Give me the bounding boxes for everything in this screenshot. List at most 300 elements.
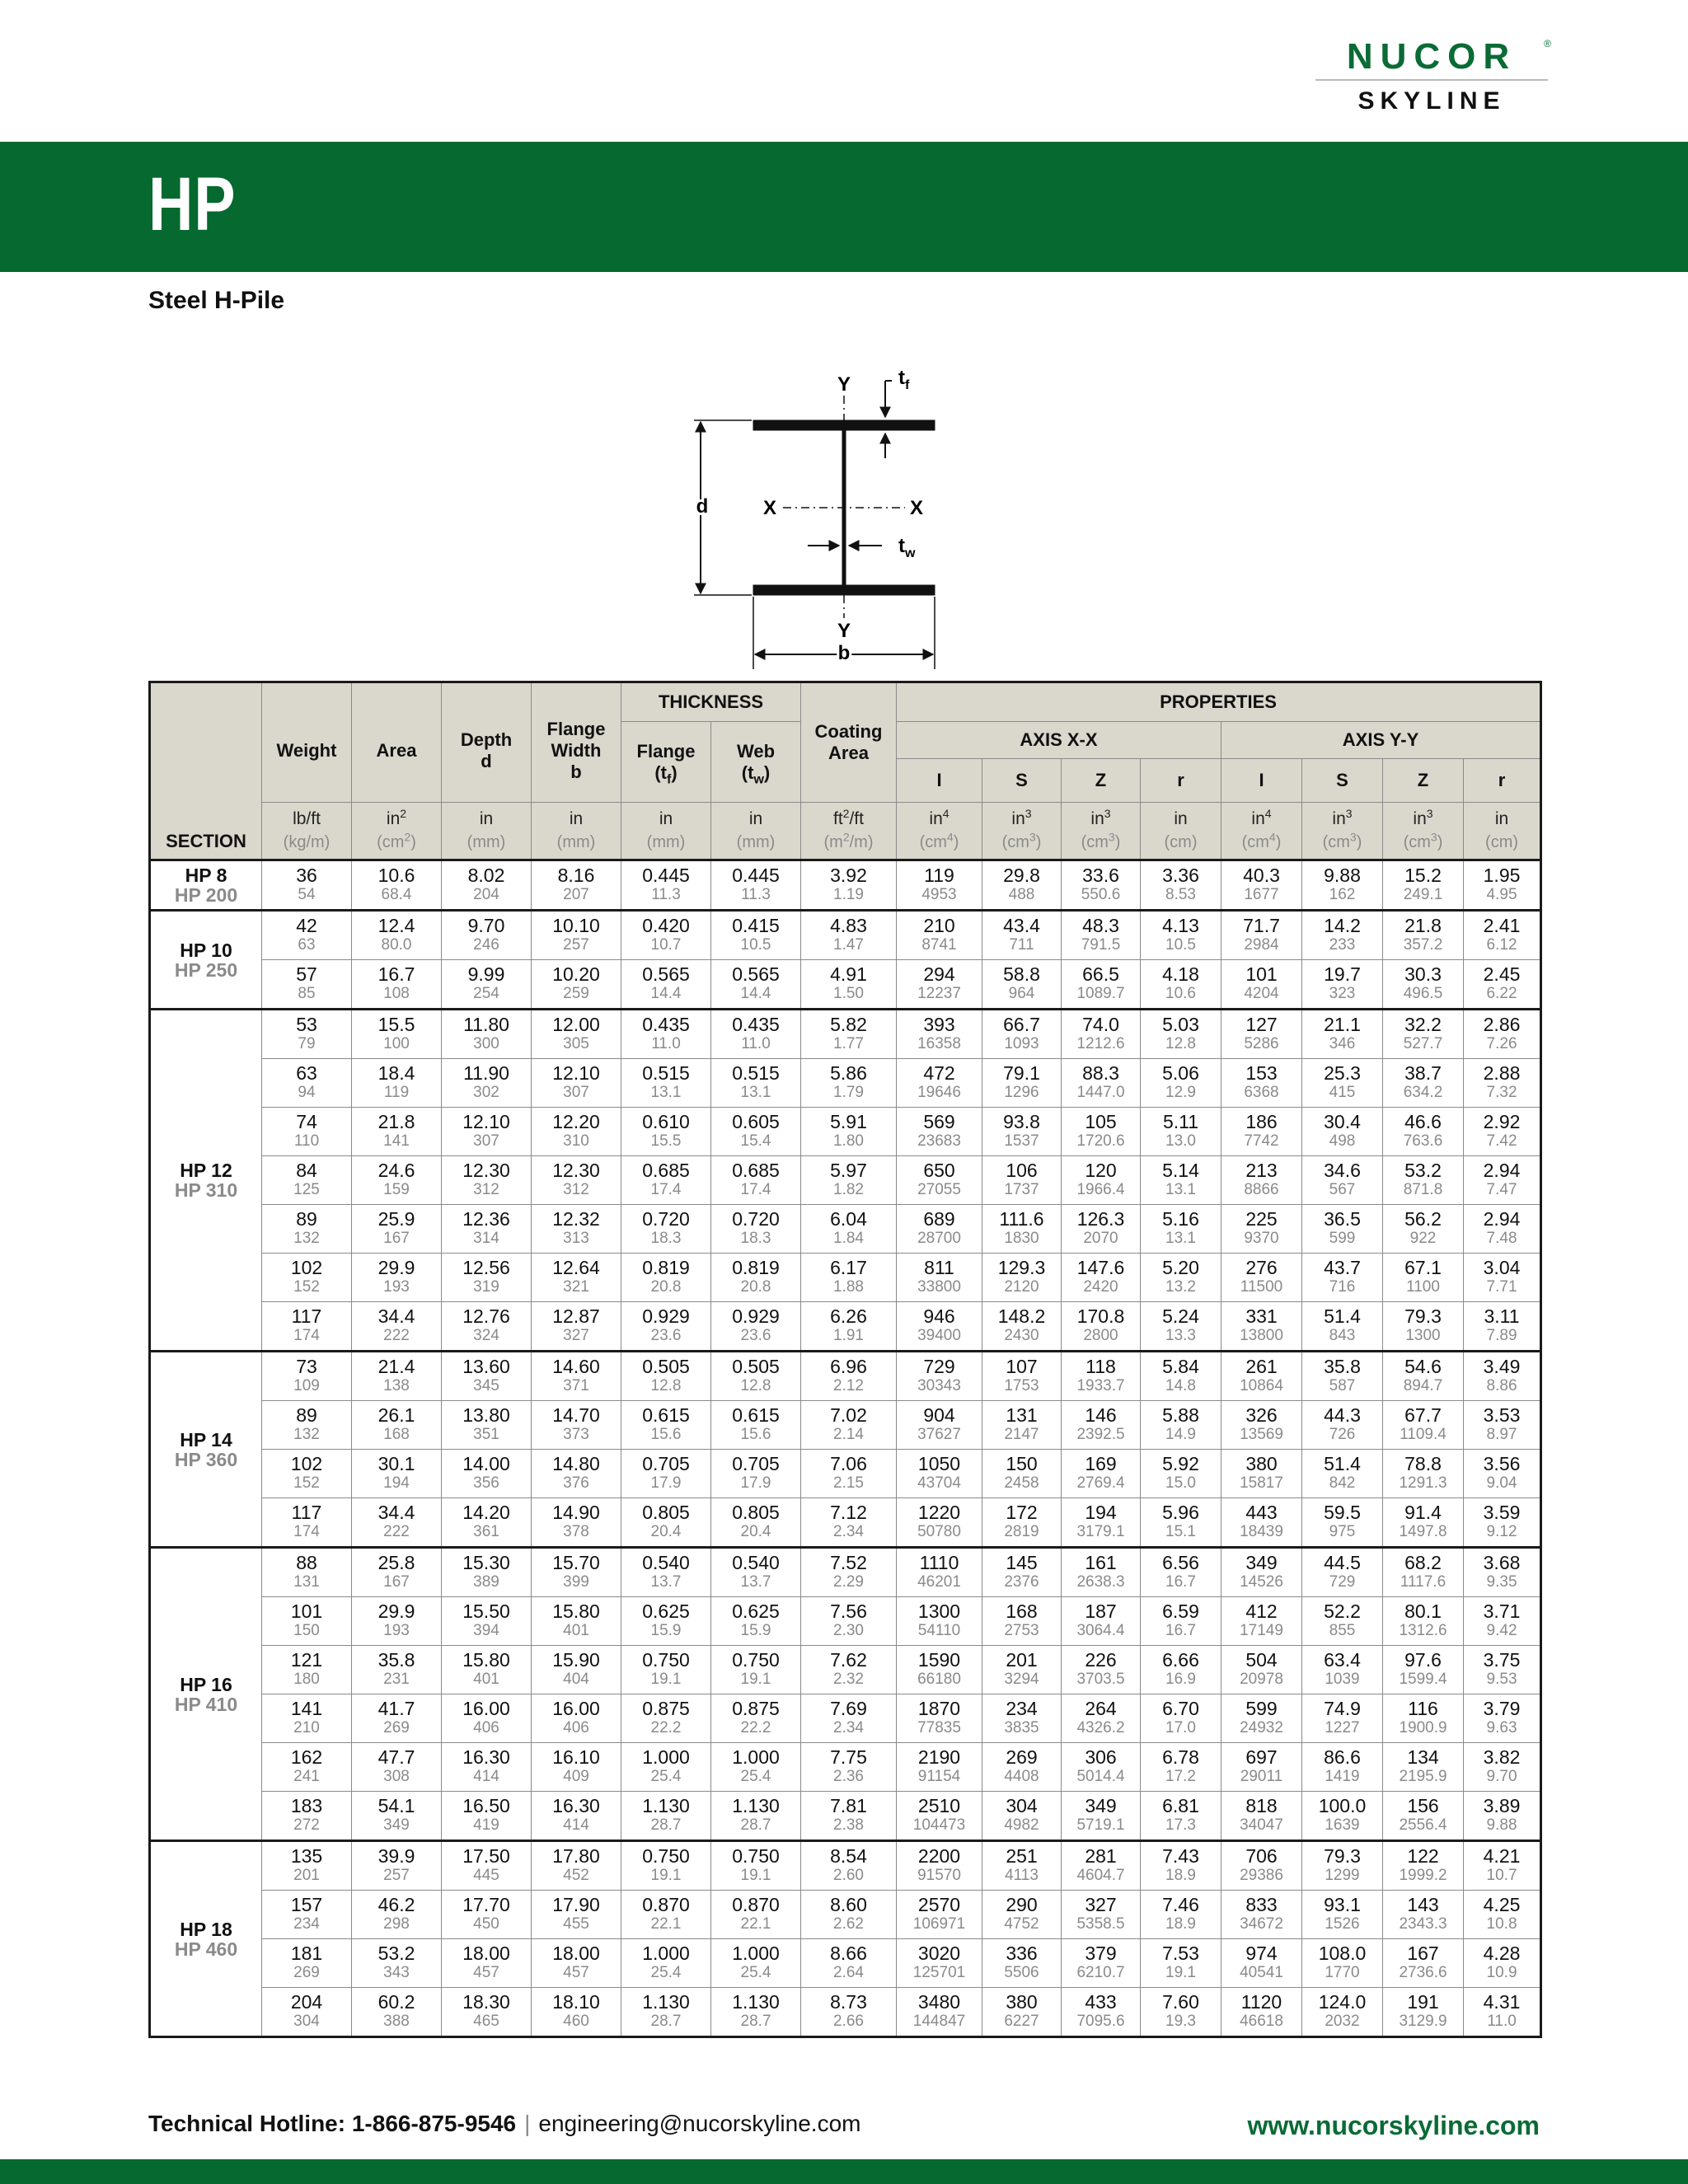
section-designation — [150, 860, 262, 911]
value-us: 79.1 — [1003, 1062, 1040, 1084]
value-metric: 2120 — [1004, 1278, 1039, 1296]
engineering-email-link[interactable]: engineering@nucorskyline.com — [538, 2111, 861, 2136]
value-metric: 5719.1 — [1076, 1816, 1125, 1834]
value-us: 11.80 — [463, 1014, 509, 1035]
table-cell — [442, 1450, 532, 1498]
value-us: 6.26 — [830, 1305, 867, 1327]
value-us: 54.6 — [1404, 1356, 1442, 1377]
value-metric: 28.7 — [740, 1816, 771, 1834]
table-cell — [801, 1548, 897, 1597]
table-cell — [352, 1302, 442, 1352]
table-row — [150, 1010, 1541, 1059]
value-us: 162 — [290, 1746, 323, 1768]
value-metric: 1526 — [1325, 1915, 1360, 1933]
table-cell — [1221, 1059, 1302, 1108]
value-us: 79.3 — [1404, 1305, 1442, 1327]
value-metric: 159 — [383, 1181, 410, 1198]
value-metric: 10.9 — [1486, 1964, 1517, 1981]
value-us: 12.32 — [552, 1208, 600, 1230]
table-cell — [1062, 1841, 1141, 1891]
value-metric: 4113 — [1005, 1867, 1039, 1884]
value-metric: 2195.9 — [1399, 1768, 1447, 1785]
value-us: 33.6 — [1082, 865, 1119, 886]
value-metric: 2147 — [1004, 1426, 1039, 1443]
value-us: 11.90 — [463, 1062, 509, 1084]
value-metric: 2376 — [1004, 1573, 1039, 1591]
table-cell — [1383, 1450, 1464, 1498]
table-cell — [1302, 1597, 1383, 1646]
value-us: 12.10 — [462, 1111, 510, 1132]
table-cell — [352, 1939, 442, 1988]
table-cell — [262, 1498, 352, 1548]
table-cell — [801, 1988, 897, 2037]
table-cell — [1302, 1302, 1383, 1352]
value-metric: 2.38 — [833, 1816, 864, 1834]
section-us-name: HP 12 — [180, 1160, 232, 1181]
value-metric: 388 — [383, 2013, 410, 2030]
value-metric: 406 — [473, 1719, 499, 1736]
table-cell — [262, 860, 352, 911]
value-us: 32.2 — [1404, 1014, 1442, 1035]
section-metric-name: HP 360 — [174, 1448, 238, 1470]
value-us: 269 — [1006, 1746, 1038, 1768]
table-cell — [982, 1205, 1062, 1254]
value-us: 5.97 — [830, 1160, 867, 1181]
table-cell — [262, 1010, 352, 1059]
table-cell — [801, 1156, 897, 1205]
table-row — [150, 1891, 1541, 1939]
value-us: 194 — [1085, 1502, 1117, 1523]
value-metric: 40541 — [1240, 1964, 1283, 1981]
table-cell — [352, 1401, 442, 1450]
value-metric: 25.4 — [650, 1964, 682, 1981]
value-us: 73 — [296, 1356, 317, 1377]
value-us: 12.30 — [552, 1160, 600, 1181]
area-unit: $in^2$ $(cm^2)$ — [352, 803, 442, 860]
value-us: 9.70 — [467, 915, 505, 936]
table-cell — [442, 1156, 532, 1205]
value-metric: 257 — [563, 936, 589, 954]
weight-header: Weight — [262, 682, 352, 803]
value-us: 100.0 — [1318, 1795, 1367, 1816]
value-metric: 1117.6 — [1400, 1573, 1447, 1591]
hpile-cross-section-diagram — [676, 363, 948, 672]
table-cell — [801, 1891, 897, 1939]
value-us: 0.750 — [642, 1845, 690, 1867]
value-metric: 305 — [563, 1035, 589, 1052]
value-us: 127 — [1245, 1014, 1278, 1035]
table-cell — [1141, 1498, 1221, 1548]
value-us: 126.3 — [1076, 1208, 1125, 1230]
value-us: 181 — [290, 1943, 323, 1964]
value-metric: 46618 — [1240, 2013, 1283, 2030]
table-cell — [1464, 1743, 1541, 1792]
table-cell — [352, 1059, 442, 1108]
value-us: 306 — [1085, 1746, 1117, 1768]
value-metric: 12.8 — [1165, 1035, 1196, 1052]
value-metric: 711 — [1009, 936, 1034, 954]
value-metric: 1639 — [1325, 1816, 1360, 1834]
table-cell — [262, 1841, 352, 1891]
section-designation — [150, 1841, 262, 2037]
table-cell — [897, 1891, 982, 1939]
table-cell — [801, 1743, 897, 1792]
value-metric: 455 — [563, 1915, 589, 1933]
value-us: 5.20 — [1162, 1257, 1199, 1278]
value-metric: 2.64 — [833, 1964, 864, 1981]
value-metric: 9.12 — [1486, 1523, 1517, 1540]
value-metric: 308 — [383, 1768, 410, 1785]
table-cell — [1464, 1352, 1541, 1401]
value-us: 6.66 — [1162, 1649, 1199, 1671]
value-us: 0.819 — [642, 1257, 690, 1278]
flange-width-header-symbol: b — [570, 762, 582, 782]
table-cell — [442, 1792, 532, 1841]
value-metric: 488 — [1008, 886, 1035, 903]
website-link[interactable]: www.nucorskyline.com — [1247, 2111, 1540, 2140]
footer-contact — [148, 2111, 860, 2137]
table-cell — [1221, 1108, 1302, 1156]
table-cell — [442, 1548, 532, 1597]
value-us: 5.84 — [1162, 1356, 1199, 1377]
table-cell — [1141, 1939, 1221, 1988]
table-cell — [1464, 1156, 1541, 1205]
value-us: 326 — [1245, 1404, 1278, 1426]
value-metric: 7.48 — [1486, 1230, 1517, 1247]
value-metric: 19.1 — [740, 1671, 771, 1688]
value-us: 2.92 — [1483, 1111, 1521, 1132]
value-metric: 22.1 — [740, 1915, 771, 1933]
value-us: 105 — [1085, 1111, 1117, 1132]
value-us: 379 — [1085, 1943, 1117, 1964]
table-cell — [1383, 1352, 1464, 1401]
table-cell — [621, 1302, 711, 1352]
value-metric: 259 — [563, 985, 589, 1002]
value-metric: 371 — [563, 1377, 589, 1394]
value-metric: 91570 — [917, 1867, 961, 1884]
area-header: Area — [352, 682, 442, 803]
rxx-unit: in (cm) — [1141, 803, 1221, 860]
value-metric: 2.34 — [833, 1719, 864, 1736]
value-metric: 3703.5 — [1076, 1671, 1125, 1688]
value-us: 88 — [296, 1552, 317, 1573]
table-cell — [262, 1597, 352, 1646]
table-cell — [801, 911, 897, 960]
table-cell — [1383, 1841, 1464, 1891]
value-metric: 7.89 — [1486, 1327, 1517, 1344]
value-metric: 10.7 — [1486, 1867, 1517, 1884]
table-cell — [1464, 1988, 1541, 2037]
value-us: 35.8 — [377, 1649, 415, 1671]
value-metric: 1212.6 — [1076, 1035, 1125, 1052]
value-us: 3.04 — [1483, 1257, 1521, 1278]
value-us: 150 — [1006, 1453, 1038, 1474]
value-us: 47.7 — [377, 1746, 415, 1768]
table-cell — [352, 1450, 442, 1498]
table-cell — [262, 1156, 352, 1205]
value-metric: 4752 — [1004, 1915, 1039, 1933]
table-cell — [897, 1059, 982, 1108]
value-us: 42 — [296, 915, 317, 936]
value-us: 833 — [1245, 1894, 1278, 1915]
table-cell — [352, 911, 442, 960]
value-metric: 5286 — [1244, 1035, 1279, 1052]
value-us: 1050 — [917, 1453, 961, 1474]
table-cell — [1302, 1401, 1383, 1450]
value-metric: 2392.5 — [1076, 1426, 1125, 1443]
value-metric: 1.19 — [833, 886, 864, 903]
value-metric: 307 — [473, 1132, 499, 1150]
table-cell — [442, 860, 532, 911]
value-metric: 343 — [383, 1964, 410, 1981]
value-metric: 119 — [383, 1084, 410, 1101]
value-us: 15.80 — [462, 1649, 510, 1671]
table-cell — [1383, 1498, 1464, 1548]
value-metric: 210 — [293, 1719, 320, 1736]
syy-unit: $in^3$ $(cm^3)$ — [1302, 803, 1383, 860]
table-cell — [442, 1597, 532, 1646]
table-cell — [442, 1498, 532, 1548]
value-us: 53.2 — [1404, 1160, 1442, 1181]
table-cell — [897, 960, 982, 1010]
value-metric: 401 — [473, 1671, 499, 1688]
value-metric: 4326.2 — [1076, 1719, 1125, 1736]
table-cell — [1062, 1059, 1141, 1108]
value-us: 102 — [290, 1257, 323, 1278]
value-us: 186 — [1245, 1111, 1278, 1132]
value-metric: 1100 — [1406, 1278, 1440, 1296]
table-cell — [711, 1352, 801, 1401]
table-cell — [801, 1010, 897, 1059]
value-us: 210 — [923, 915, 955, 936]
table-cell — [442, 1891, 532, 1939]
table-cell — [1221, 1694, 1302, 1743]
value-metric: 9.88 — [1486, 1816, 1517, 1834]
table-cell — [982, 1352, 1062, 1401]
value-metric: 2.32 — [833, 1671, 864, 1688]
value-metric: 465 — [473, 2013, 499, 2030]
value-us: 44.3 — [1324, 1404, 1361, 1426]
value-metric: 1447.0 — [1076, 1084, 1125, 1101]
value-us: 7.46 — [1162, 1894, 1199, 1915]
table-cell — [621, 860, 711, 911]
table-cell — [352, 1743, 442, 1792]
table-cell — [1062, 1694, 1141, 1743]
value-metric: 46201 — [917, 1573, 961, 1591]
value-us: 141 — [290, 1698, 323, 1719]
value-metric: 1300 — [1405, 1327, 1441, 1344]
value-us: 2.94 — [1483, 1160, 1521, 1181]
coating-area-unit: $ft^2/ft$ $(m^2/m)$ — [801, 803, 897, 860]
table-cell — [262, 1352, 352, 1401]
value-us: 204 — [290, 1991, 323, 2013]
value-metric: 17.4 — [650, 1181, 682, 1198]
value-us: 7.81 — [830, 1795, 867, 1816]
value-us: 26.1 — [377, 1404, 415, 1426]
table-cell — [352, 1010, 442, 1059]
table-cell — [897, 1597, 982, 1646]
value-metric: 13800 — [1240, 1327, 1283, 1344]
table-cell — [711, 1254, 801, 1302]
table-cell — [982, 1548, 1062, 1597]
section-designation — [150, 1352, 262, 1548]
table-cell — [621, 1841, 711, 1891]
table-cell — [621, 1352, 711, 1401]
table-cell — [262, 1939, 352, 1988]
table-cell — [711, 1792, 801, 1841]
value-metric: 327 — [563, 1327, 589, 1344]
value-us: 0.445 — [642, 865, 690, 886]
value-metric: 1677 — [1244, 886, 1279, 903]
value-metric: 791.5 — [1081, 936, 1121, 954]
table-cell — [1464, 1401, 1541, 1450]
value-metric: 204 — [473, 886, 499, 903]
table-cell — [1302, 1841, 1383, 1891]
table-cell — [1302, 1694, 1383, 1743]
value-metric: 5014.4 — [1076, 1768, 1125, 1785]
value-metric: 1830 — [1004, 1230, 1039, 1247]
value-us: 80.1 — [1404, 1601, 1442, 1622]
table-cell — [532, 1743, 621, 1792]
value-us: 5.14 — [1162, 1160, 1199, 1181]
value-metric: 257 — [383, 1867, 410, 1884]
value-metric: 17.9 — [740, 1474, 771, 1492]
table-row — [150, 1841, 1541, 1891]
table-cell — [621, 1939, 711, 1988]
table-cell — [262, 1694, 352, 1743]
value-us: 0.605 — [732, 1111, 780, 1132]
value-us: 88.3 — [1082, 1062, 1119, 1084]
value-us: 63 — [296, 1062, 317, 1084]
value-metric: 150 — [293, 1622, 320, 1639]
table-cell — [982, 1891, 1062, 1939]
table-cell — [1141, 1401, 1221, 1450]
value-us: 89 — [296, 1404, 317, 1426]
value-us: 4.25 — [1483, 1894, 1521, 1915]
table-cell — [352, 1205, 442, 1254]
table-cell — [897, 911, 982, 960]
value-metric: 10.6 — [1165, 985, 1196, 1002]
value-metric: 13.1 — [740, 1084, 771, 1101]
web-thickness-unit: in (mm) — [711, 803, 801, 860]
table-cell — [1141, 1205, 1221, 1254]
value-us: 8.54 — [830, 1845, 867, 1867]
value-metric: 922 — [1409, 1230, 1437, 1247]
value-metric: 13.1 — [1165, 1181, 1196, 1198]
value-us: 0.615 — [642, 1404, 690, 1426]
value-us: 120 — [1085, 1160, 1117, 1181]
value-metric: 19.1 — [650, 1671, 682, 1688]
value-metric: 599 — [1329, 1230, 1356, 1247]
table-cell — [442, 1939, 532, 1988]
value-us: 6.70 — [1162, 1698, 1199, 1719]
value-us: 153 — [1245, 1062, 1278, 1084]
value-metric: 13.1 — [1165, 1230, 1196, 1247]
ixx-unit: $in^4$ $(cm^4)$ — [897, 803, 982, 860]
value-metric: 3179.1 — [1076, 1523, 1125, 1540]
table-cell — [711, 1450, 801, 1498]
value-us: 3.49 — [1483, 1356, 1521, 1377]
table-cell — [352, 860, 442, 911]
table-cell — [801, 1254, 897, 1302]
value-us: 122 — [1407, 1845, 1439, 1867]
table-cell — [1141, 1792, 1221, 1841]
value-us: 93.1 — [1324, 1894, 1361, 1915]
value-metric: 419 — [473, 1816, 499, 1834]
table-cell — [1302, 960, 1383, 1010]
value-metric: 231 — [383, 1671, 410, 1688]
table-cell — [1302, 1352, 1383, 1401]
table-cell — [1464, 1646, 1541, 1694]
table-cell — [801, 1450, 897, 1498]
value-us: 146 — [1085, 1404, 1117, 1426]
value-metric: 19646 — [917, 1084, 961, 1101]
value-us: 1220 — [917, 1502, 961, 1523]
value-us: 19.7 — [1324, 963, 1361, 985]
value-us: 569 — [923, 1111, 955, 1132]
value-us: 2.86 — [1483, 1014, 1521, 1035]
value-us: 1.130 — [732, 1991, 780, 2013]
value-metric: 307 — [563, 1084, 589, 1101]
table-cell — [1221, 1352, 1302, 1401]
table-cell — [262, 911, 352, 960]
table-cell — [1383, 1205, 1464, 1254]
table-cell — [1062, 1646, 1141, 1694]
value-us: 12.64 — [552, 1257, 600, 1278]
value-metric: 445 — [473, 1867, 499, 1884]
value-metric: 2.29 — [833, 1573, 864, 1591]
value-us: 3.79 — [1483, 1698, 1521, 1719]
value-metric: 457 — [563, 1964, 589, 1981]
table-row — [150, 1988, 1541, 2037]
value-metric: 174 — [293, 1523, 320, 1540]
table-cell — [1464, 1059, 1541, 1108]
value-metric: 2.34 — [833, 1523, 864, 1540]
web-thickness-header: Web $(t_w)$ — [711, 722, 801, 803]
value-metric: 167 — [383, 1230, 410, 1247]
value-us: 6.78 — [1162, 1746, 1199, 1768]
value-us: 161 — [1085, 1552, 1117, 1573]
value-metric: 1.91 — [833, 1327, 864, 1344]
value-metric: 19.1 — [1165, 1964, 1196, 1981]
coating-area-header — [801, 682, 897, 803]
value-us: 7.62 — [830, 1649, 867, 1671]
table-cell — [1062, 1254, 1141, 1302]
value-us: 183 — [290, 1795, 323, 1816]
value-metric: 2.60 — [833, 1867, 864, 1884]
section-designation — [150, 1010, 262, 1352]
value-us: 145 — [1006, 1552, 1038, 1573]
value-metric: 15.9 — [740, 1622, 771, 1639]
value-us: 18.4 — [377, 1062, 415, 1084]
table-cell — [1141, 1841, 1221, 1891]
section-us-name: HP 8 — [185, 865, 227, 886]
y-axis-label-top: Y — [837, 373, 851, 396]
value-us: 116 — [1408, 1698, 1438, 1719]
value-metric: 110 — [293, 1132, 320, 1150]
table-cell — [532, 1891, 621, 1939]
table-cell — [1221, 860, 1302, 911]
table-cell — [532, 1450, 621, 1498]
value-metric: 17149 — [1240, 1622, 1283, 1639]
value-metric: 1.47 — [833, 936, 864, 954]
value-metric: 249.1 — [1403, 886, 1443, 903]
ixx-header: I — [897, 759, 982, 803]
table-cell — [442, 1108, 532, 1156]
value-us: 39.9 — [377, 1845, 415, 1867]
table-row — [150, 1792, 1541, 1841]
value-metric: 855 — [1329, 1622, 1356, 1639]
